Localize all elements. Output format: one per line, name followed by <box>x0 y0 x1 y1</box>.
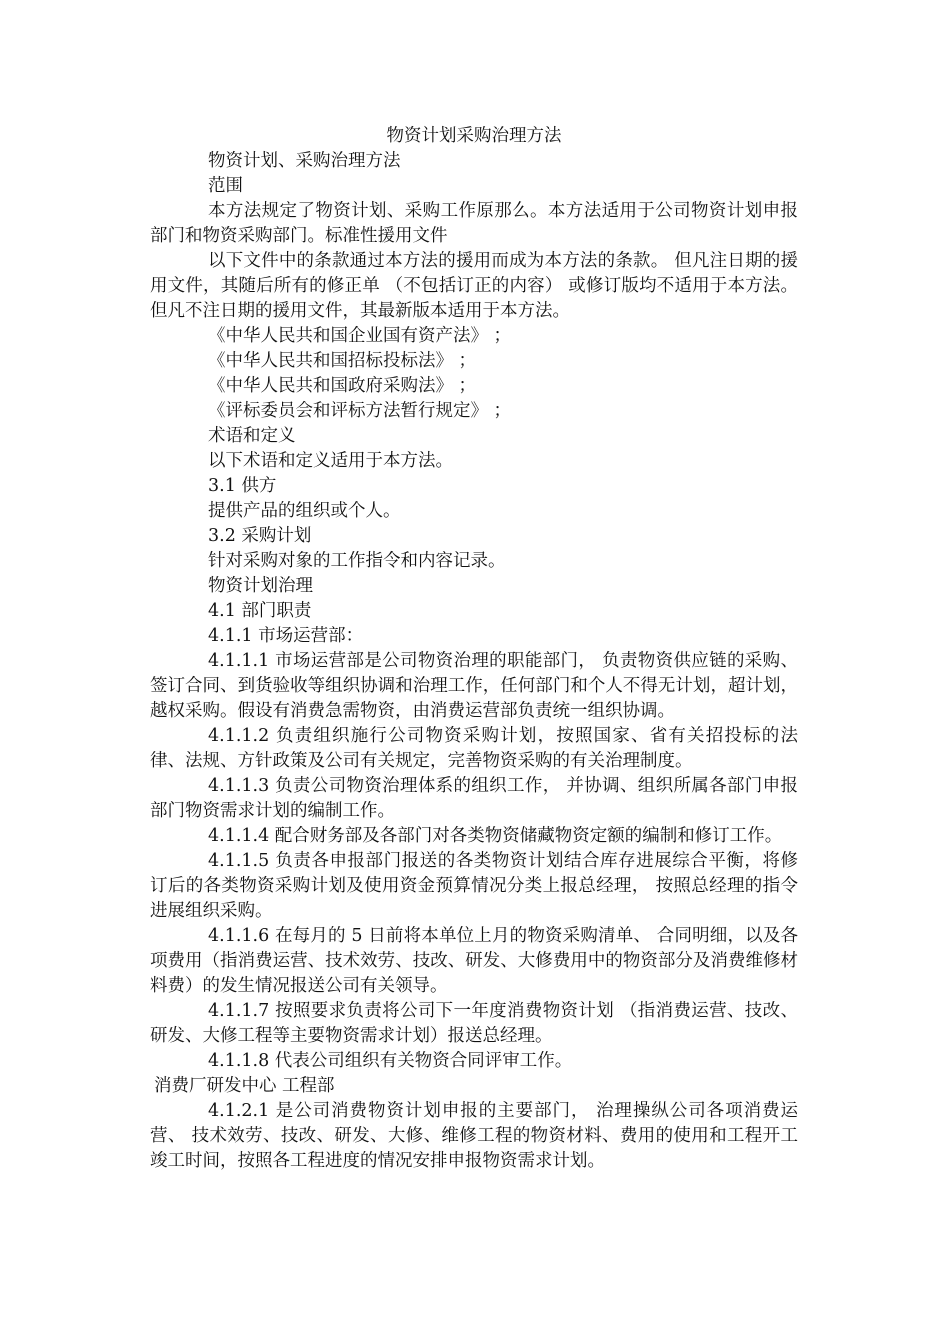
paragraph: 提供产品的组织或个人。 <box>208 501 401 521</box>
list-item: 《评标委员会和评标方法暂行规定》 ； <box>208 401 512 421</box>
paragraph: 针对采购对象的工作指令和内容记录。 <box>208 551 506 571</box>
list-item: 《中华人民共和国政府采购法》 ； <box>208 376 477 396</box>
paragraph: 物资计划、采购治理方法 <box>208 151 401 171</box>
paragraph: 4.1.1.5 负责各申报部门报送的各类物资计划结合库存进展综合平衡，将修订后的各类物资采购计划及使用资金预算情况分类上报总经理， 按照总经理的指令进展组织采购。 <box>150 851 798 921</box>
paragraph: 以下术语和定义适用于本方法。 <box>208 451 453 471</box>
section-heading: 3.1 供方 <box>208 476 277 496</box>
section-heading: 物资计划治理 <box>208 576 313 596</box>
paragraph: 4.1.1.7 按照要求负责将公司下一年度消费物资计划 （指消费运营、技改、研发、大修工程等主要物资需求计划）报送总经理。 <box>150 1001 798 1046</box>
section-heading: 消费厂研发中心 工程部 <box>154 1076 335 1096</box>
list-item: 《中华人民共和国企业国有资产法》 ； <box>208 326 512 346</box>
paragraph: 4.1.1.8 代表公司组织有关物资合同评审工作。 <box>208 1051 573 1071</box>
paragraph: 4.1.1.3 负责公司物资治理体系的组织工作， 并协调、组织所属各部门申报部门物资需求计划的编制工作。 <box>150 776 798 821</box>
list-item: 《中华人民共和国招标投标法》 ； <box>208 351 477 371</box>
section-heading: 4.1.1 市场运营部： <box>208 626 364 646</box>
paragraph: 4.1.2.1 是公司消费物资计划申报的主要部门， 治理操纵公司各项消费运营、 技术效劳、技改、研发、大修、维修工程的物资材料、费用的使用和工程开工竣工时间，按照各工程进度的情况安排申报物资需求计划。 <box>150 1101 798 1171</box>
section-heading: 术语和定义 <box>208 426 296 446</box>
paragraph: 4.1.1.2 负责组织施行公司物资采购计划，按照国家、省有关招投标的法律、法规、方针政策及公司有关规定，完善物资采购的有关治理制度。 <box>150 726 798 771</box>
paragraph: 以下文件中的条款通过本方法的援用而成为本方法的条款。 但凡注日期的援用文件，其随后所有的修正单 （不包括订正的内容） 或修订版均不适用于本方法。但凡不注日期的援用文件，其最新版本适用于本方法。 <box>150 251 798 321</box>
section-heading: 范围 <box>208 176 243 196</box>
paragraph: 4.1.1.1 市场运营部是公司物资治理的职能部门， 负责物资供应链的采购、 签订合同、到货验收等组织协调和治理工作，任何部门和个人不得无计划，超计划，越权采购。假设有消费急需物资，由消费运营部负责统一组织协调。 <box>150 651 798 721</box>
document-page <box>150 124 798 1174</box>
paragraph: 4.1.1.6 在每月的 5 日前将本单位上月的物资采购清单、 合同明细，以及各项费用（指消费运营、技术效劳、技改、研发、大修费用中的物资部分及消费维修材料费）的发生情况报送公司有关领导。 <box>150 926 798 996</box>
paragraph: 4.1.1.4 配合财务部及各部门对各类物资储藏物资定额的编制和修订工作。 <box>208 826 783 846</box>
section-heading: 4.1 部门职责 <box>208 601 312 621</box>
document-title: 物资计划采购治理方法 <box>386 126 562 146</box>
paragraph: 本方法规定了物资计划、采购工作原那么。本方法适用于公司物资计划申报部门和物资采购部门。标准性援用文件 <box>150 201 798 246</box>
section-heading: 3.2 采购计划 <box>208 526 312 546</box>
